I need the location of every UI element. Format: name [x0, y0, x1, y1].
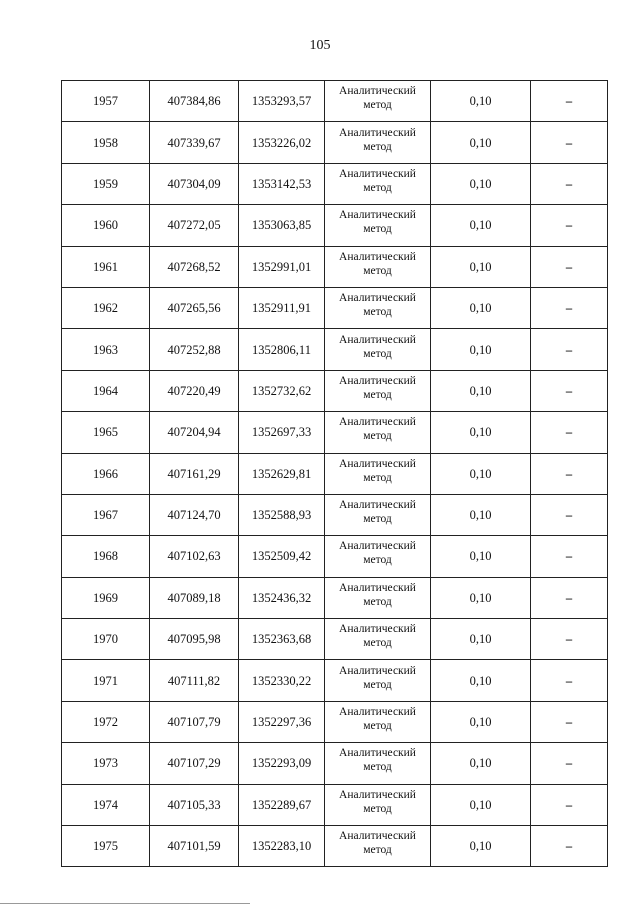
method-line1: Аналитический	[339, 85, 416, 98]
method-line2: метод	[363, 306, 392, 319]
point-number-cell: 1966	[62, 453, 150, 494]
y-coordinate-cell: 1353142,53	[239, 163, 325, 204]
method-line1: Аналитический	[339, 581, 416, 594]
precision-cell: 0,10	[431, 577, 531, 618]
method-cell	[325, 494, 431, 535]
note-cell: –	[531, 246, 608, 287]
precision-cell: 0,10	[431, 163, 531, 204]
precision-cell: 0,10	[431, 81, 531, 122]
method-line1: Аналитический	[339, 374, 416, 387]
precision-cell: 0,10	[431, 784, 531, 825]
note-cell: –	[531, 329, 608, 370]
table-row	[62, 246, 608, 287]
method-cell	[325, 453, 431, 494]
x-coordinate-cell: 407161,29	[150, 453, 239, 494]
point-number-cell: 1959	[62, 163, 150, 204]
x-coordinate-cell: 407111,82	[150, 660, 239, 701]
method-line2: метод	[363, 595, 392, 608]
method-line2: метод	[363, 471, 392, 484]
point-number-cell: 1974	[62, 784, 150, 825]
table-row	[62, 329, 608, 370]
note-cell: –	[531, 743, 608, 784]
table-row	[62, 412, 608, 453]
note-cell: –	[531, 205, 608, 246]
method-line1: Аналитический	[339, 540, 416, 553]
method-line2: метод	[363, 513, 392, 526]
point-number-cell: 1968	[62, 536, 150, 577]
method-line1: Аналитический	[339, 416, 416, 429]
table-row	[62, 370, 608, 411]
point-number-cell: 1971	[62, 660, 150, 701]
note-cell: –	[531, 494, 608, 535]
method-line2: метод	[363, 181, 392, 194]
method-line1: Аналитический	[339, 664, 416, 677]
method-line2: метод	[363, 637, 392, 650]
method-line2: метод	[363, 388, 392, 401]
y-coordinate-cell: 1352629,81	[239, 453, 325, 494]
method-cell	[325, 163, 431, 204]
method-line1: Аналитический	[339, 457, 416, 470]
precision-cell: 0,10	[431, 122, 531, 163]
x-coordinate-cell: 407265,56	[150, 287, 239, 328]
y-coordinate-cell: 1353293,57	[239, 81, 325, 122]
method-line2: метод	[363, 554, 392, 567]
table-row	[62, 660, 608, 701]
y-coordinate-cell: 1352991,01	[239, 246, 325, 287]
x-coordinate-cell: 407107,79	[150, 701, 239, 742]
point-number-cell: 1965	[62, 412, 150, 453]
table-row	[62, 619, 608, 660]
y-coordinate-cell: 1352436,32	[239, 577, 325, 618]
note-cell: –	[531, 81, 608, 122]
scan-edge-line	[0, 903, 250, 904]
precision-cell: 0,10	[431, 536, 531, 577]
x-coordinate-cell: 407204,94	[150, 412, 239, 453]
method-line1: Аналитический	[339, 126, 416, 139]
precision-cell: 0,10	[431, 370, 531, 411]
y-coordinate-cell: 1352283,10	[239, 826, 325, 867]
method-cell	[325, 619, 431, 660]
method-cell	[325, 577, 431, 618]
note-cell: –	[531, 370, 608, 411]
method-line2: метод	[363, 720, 392, 733]
precision-cell: 0,10	[431, 453, 531, 494]
note-cell: –	[531, 619, 608, 660]
x-coordinate-cell: 407220,49	[150, 370, 239, 411]
x-coordinate-cell: 407124,70	[150, 494, 239, 535]
y-coordinate-cell: 1352297,36	[239, 701, 325, 742]
y-coordinate-cell: 1352509,42	[239, 536, 325, 577]
precision-cell: 0,10	[431, 287, 531, 328]
point-number-cell: 1963	[62, 329, 150, 370]
x-coordinate-cell: 407105,33	[150, 784, 239, 825]
method-cell	[325, 660, 431, 701]
x-coordinate-cell: 407272,05	[150, 205, 239, 246]
y-coordinate-cell: 1353226,02	[239, 122, 325, 163]
point-number-cell: 1958	[62, 122, 150, 163]
point-number-cell: 1975	[62, 826, 150, 867]
y-coordinate-cell: 1352911,91	[239, 287, 325, 328]
method-cell	[325, 743, 431, 784]
point-number-cell: 1967	[62, 494, 150, 535]
x-coordinate-cell: 407095,98	[150, 619, 239, 660]
method-line2: метод	[363, 802, 392, 815]
method-cell	[325, 412, 431, 453]
table-row	[62, 536, 608, 577]
table-row	[62, 81, 608, 122]
method-line2: метод	[363, 844, 392, 857]
note-cell: –	[531, 287, 608, 328]
note-cell: –	[531, 577, 608, 618]
method-cell	[325, 81, 431, 122]
point-number-cell: 1962	[62, 287, 150, 328]
method-line1: Аналитический	[339, 209, 416, 222]
precision-cell: 0,10	[431, 205, 531, 246]
method-line1: Аналитический	[339, 250, 416, 263]
method-cell	[325, 701, 431, 742]
point-number-cell: 1960	[62, 205, 150, 246]
table-row	[62, 826, 608, 867]
method-line1: Аналитический	[339, 623, 416, 636]
point-number-cell: 1961	[62, 246, 150, 287]
precision-cell: 0,10	[431, 494, 531, 535]
method-cell	[325, 370, 431, 411]
method-line2: метод	[363, 99, 392, 112]
table-row	[62, 122, 608, 163]
y-coordinate-cell: 1352806,11	[239, 329, 325, 370]
precision-cell: 0,10	[431, 329, 531, 370]
precision-cell: 0,10	[431, 826, 531, 867]
precision-cell: 0,10	[431, 701, 531, 742]
method-cell	[325, 784, 431, 825]
method-line1: Аналитический	[339, 830, 416, 843]
method-cell	[325, 536, 431, 577]
method-line1: Аналитический	[339, 747, 416, 760]
y-coordinate-cell: 1352588,93	[239, 494, 325, 535]
note-cell: –	[531, 453, 608, 494]
x-coordinate-cell: 407252,88	[150, 329, 239, 370]
table-row	[62, 205, 608, 246]
table-row	[62, 287, 608, 328]
method-line2: метод	[363, 264, 392, 277]
method-cell	[325, 329, 431, 370]
point-number-cell: 1957	[62, 81, 150, 122]
note-cell: –	[531, 163, 608, 204]
x-coordinate-cell: 407268,52	[150, 246, 239, 287]
precision-cell: 0,10	[431, 660, 531, 701]
x-coordinate-cell: 407089,18	[150, 577, 239, 618]
method-line2: метод	[363, 223, 392, 236]
method-line1: Аналитический	[339, 788, 416, 801]
table-body	[62, 81, 608, 867]
table-row	[62, 453, 608, 494]
y-coordinate-cell: 1352330,22	[239, 660, 325, 701]
point-number-cell: 1970	[62, 619, 150, 660]
y-coordinate-cell: 1352289,67	[239, 784, 325, 825]
x-coordinate-cell: 407102,63	[150, 536, 239, 577]
method-line1: Аналитический	[339, 706, 416, 719]
table-row	[62, 743, 608, 784]
precision-cell: 0,10	[431, 619, 531, 660]
x-coordinate-cell: 407339,67	[150, 122, 239, 163]
method-line2: метод	[363, 347, 392, 360]
x-coordinate-cell: 407101,59	[150, 826, 239, 867]
note-cell: –	[531, 701, 608, 742]
method-cell	[325, 826, 431, 867]
note-cell: –	[531, 122, 608, 163]
note-cell: –	[531, 784, 608, 825]
method-cell	[325, 287, 431, 328]
method-line2: метод	[363, 761, 392, 774]
note-cell: –	[531, 412, 608, 453]
point-number-cell: 1972	[62, 701, 150, 742]
method-line1: Аналитический	[339, 167, 416, 180]
method-line1: Аналитический	[339, 292, 416, 305]
method-line2: метод	[363, 678, 392, 691]
y-coordinate-cell: 1352293,09	[239, 743, 325, 784]
x-coordinate-cell: 407304,09	[150, 163, 239, 204]
method-cell	[325, 205, 431, 246]
point-number-cell: 1973	[62, 743, 150, 784]
table-row	[62, 163, 608, 204]
method-line1: Аналитический	[339, 499, 416, 512]
y-coordinate-cell: 1352732,62	[239, 370, 325, 411]
coordinates-table	[61, 80, 608, 867]
y-coordinate-cell: 1352363,68	[239, 619, 325, 660]
table-row	[62, 494, 608, 535]
table-row	[62, 701, 608, 742]
precision-cell: 0,10	[431, 246, 531, 287]
method-line2: метод	[363, 430, 392, 443]
y-coordinate-cell: 1352697,33	[239, 412, 325, 453]
method-line1: Аналитический	[339, 333, 416, 346]
y-coordinate-cell: 1353063,85	[239, 205, 325, 246]
note-cell: –	[531, 660, 608, 701]
precision-cell: 0,10	[431, 412, 531, 453]
x-coordinate-cell: 407384,86	[150, 81, 239, 122]
x-coordinate-cell: 407107,29	[150, 743, 239, 784]
note-cell: –	[531, 536, 608, 577]
note-cell: –	[531, 826, 608, 867]
page-number: 105	[309, 38, 331, 53]
precision-cell: 0,10	[431, 743, 531, 784]
table-row	[62, 577, 608, 618]
point-number-cell: 1969	[62, 577, 150, 618]
table-row	[62, 784, 608, 825]
method-cell	[325, 122, 431, 163]
point-number-cell: 1964	[62, 370, 150, 411]
method-line2: метод	[363, 140, 392, 153]
method-cell	[325, 246, 431, 287]
